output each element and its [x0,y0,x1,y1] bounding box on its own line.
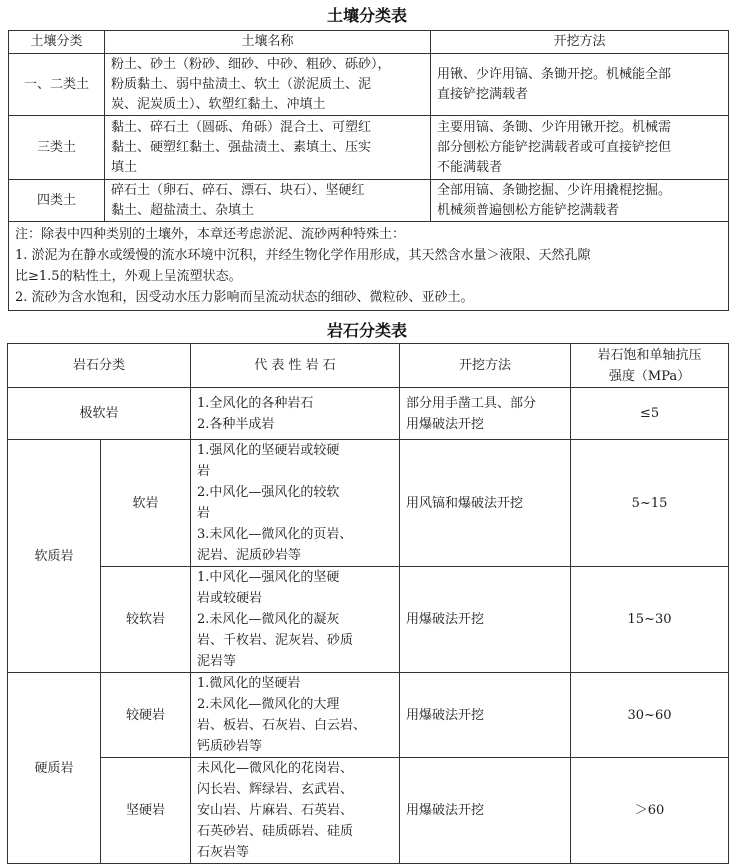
soil-row [9,180,729,222]
rock-method: 用爆破法开挖 [400,567,571,673]
soil-method: 全部用镐、条锄挖掘、少许用撬棍挖掘。 机械须普遍刨松方能铲挖满载者 [431,180,729,222]
rock-header-strength: 岩石饱和单轴抗压 强度（MPa） [571,344,729,388]
soil-names: 黏土、碎石土（圆砾、角砾）混合土、可塑红 黏土、硬塑红黏土、强盐渍土、素填土、压实 填土 [105,116,431,180]
soil-row [9,116,729,180]
rock-category: 较硬岩 [101,673,191,758]
rock-group: 硬质岩 [8,673,101,864]
note-line: 1. 淤泥为在静水或缓慢的流水环境中沉积，并经生物化学作用形成，其天然含水量＞液限、天然孔隙 [15,248,591,263]
rock-strength: 15~30 [571,567,729,673]
rock-method: 用爆破法开挖 [400,673,571,758]
soil-method: 主要用镐、条锄、少许用锹开挖。机械需 部分刨松方能铲挖满载者或可直接铲挖但 不能满载者 [431,116,729,180]
soil-header-name: 土壤名称 [105,31,431,54]
soil-category: 三类土 [9,116,105,180]
rock-strength: 30~60 [571,673,729,758]
soil-header-method: 开挖方法 [431,31,729,54]
rock-method: 部分用手凿工具、部分 用爆破法开挖 [400,388,571,440]
note-line: 比≥1.5的粘性土，外观上呈流塑状态。 [15,269,242,284]
soil-row [9,54,729,116]
rock-table-title: 岩石分类表 [326,321,407,340]
soil-note-row [9,222,729,311]
rock-strength: ≤5 [571,388,729,440]
soil-category: 一、二类土 [9,54,105,116]
soil-names: 粉土、砂土（粉砂、细砂、中砂、粗砂、砾砂）， 粉质黏土、弱中盐渍土、软土（淤泥质土、泥 炭、泥炭质土）、软塑红黏土、冲填土 [105,54,431,116]
soil-names: 碎石土（卵石、碎石、漂石、块石）、坚硬红 黏土、超盐渍土、杂填土 [105,180,431,222]
soil-table-title: 土壤分类表 [326,6,407,25]
rock-category: 软岩 [101,440,191,567]
rock-examples: 1.中风化—强风化的坚硬 岩或较硬岩 2.未风化—微风化的凝灰 岩、千枚岩、泥灰岩、砂质 泥岩等 [191,567,400,673]
rock-classification-table [7,343,729,864]
rock-group: 软质岩 [8,440,101,673]
rock-strength: 5~15 [571,440,729,567]
rock-examples: 未风化—微风化的花岗岩、 闪长岩、辉绿岩、玄武岩、 安山岩、片麻岩、石英岩、 石英砂岩、硅质砾岩、硅质 石灰岩等 [191,758,400,864]
rock-examples: 1.强风化的坚硬岩或较硬 岩 2.中风化—强风化的较软 岩 3.未风化—微风化的页岩、 泥岩、泥质砂岩等 [191,440,400,567]
rock-strength: ＞60 [571,758,729,864]
soil-method: 用锹、少许用镐、条锄开挖。机械能全部 直接铲挖满载者 [431,54,729,116]
soil-classification-table [8,30,729,311]
rock-header-representative: 代 表 性 岩 石 [191,344,400,388]
rock-category: 较软岩 [101,567,191,673]
note-line: 注：除表中四种类别的土壤外，本章还考虑淤泥、流砂两种特殊土： [15,227,406,242]
rock-examples: 1.微风化的坚硬岩 2.未风化—微风化的大理 岩、板岩、石灰岩、白云岩、 钙质砂岩等 [191,673,400,758]
rock-row [8,440,729,567]
soil-header-category: 土壤分类 [9,31,105,54]
rock-row [8,388,729,440]
rock-header-category: 岩石分类 [8,344,191,388]
rock-method: 用爆破法开挖 [400,758,571,864]
rock-examples: 1.全风化的各种岩石 2.各种半成岩 [191,388,400,440]
rock-method: 用风镐和爆破法开挖 [400,440,571,567]
soil-category: 四类土 [9,180,105,222]
soil-header-row [9,31,729,54]
rock-category: 坚硬岩 [101,758,191,864]
rock-category: 极软岩 [8,388,191,440]
note-line: 2. 流砂为含水饱和，因受动水压力影响而呈流动状态的细砂、微粒砂、亚砂土。 [15,290,474,305]
rock-header-method: 开挖方法 [400,344,571,388]
rock-row [8,567,729,673]
rock-header-row [8,344,729,388]
rock-row [8,758,729,864]
rock-row [8,673,729,758]
soil-notes [9,222,729,311]
